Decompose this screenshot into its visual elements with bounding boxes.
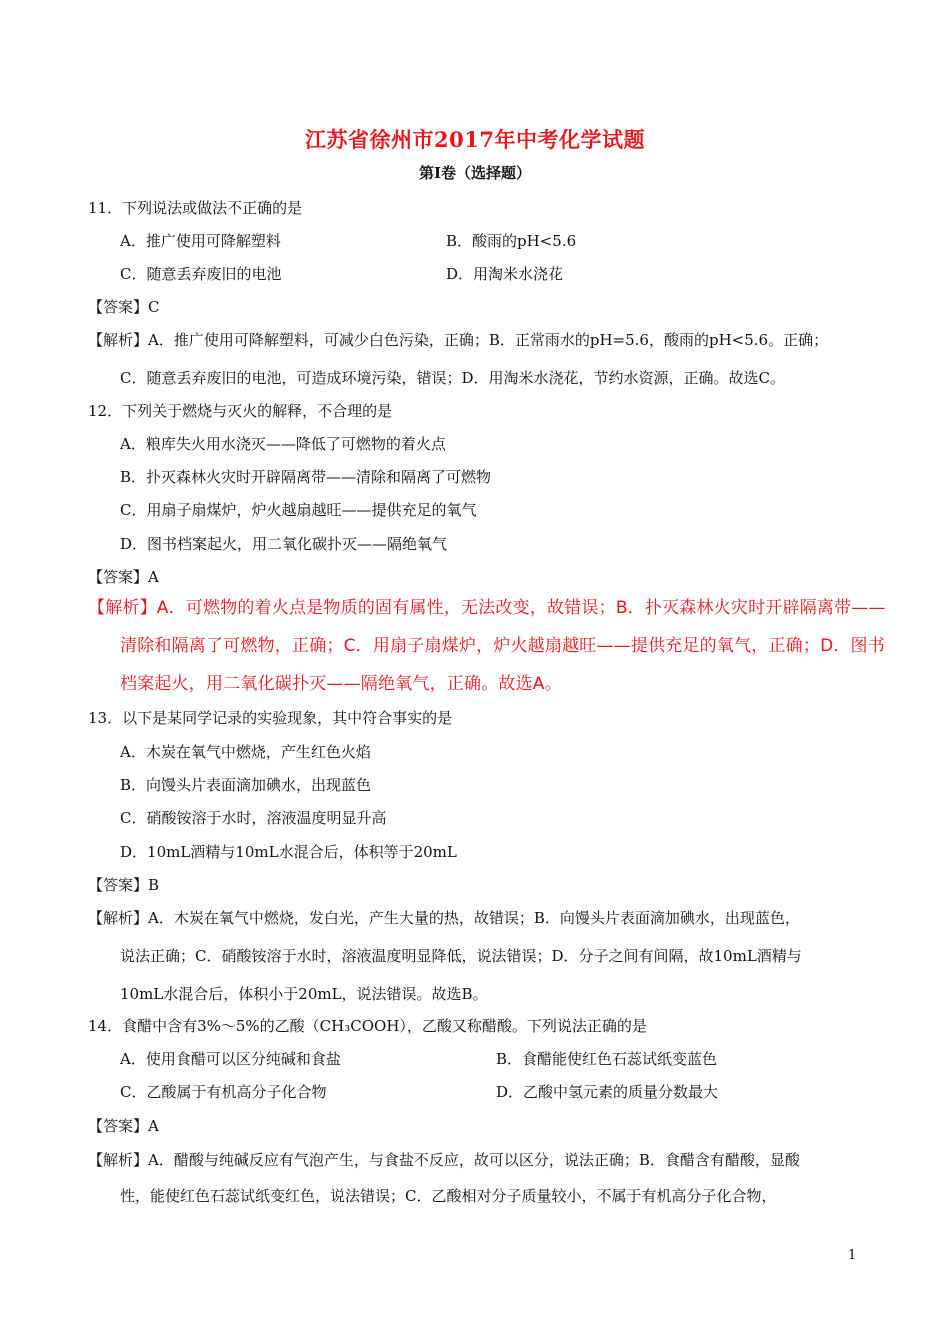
question-11-option-c: C．随意丢弃废旧的电池 (120, 265, 282, 283)
question-14-option-a: A．使用食醋可以区分纯碱和食盐 (120, 1050, 341, 1068)
question-14-stem: 14．食醋中含有3%～5%的乙酸（CH₃COOH），乙酸又称醋酸。下列说法正确的是 (88, 1017, 647, 1035)
question-13-explanation-line-3: 10mL水混合后，体积小于20mL，说法错误。故选B。 (120, 985, 488, 1003)
question-12-explanation-line-3: 档案起火，用二氧化碳扑灭——隔绝氧气，正确。故选A。 (120, 674, 562, 694)
page-title: 江苏省徐州市2017年中考化学试题 (305, 127, 645, 152)
question-12-stem: 12．下列关于燃烧与灭火的解释，不合理的是 (88, 402, 393, 420)
question-13-explanation-line-1: 【解析】A．木炭在氧气中燃烧，发白光，产生大量的热，故错误；B．向馒头片表面滴加碘水，出现蓝色， (88, 909, 800, 927)
question-13-option-d: D．10mL酒精与10mL水混合后，体积等于20mL (120, 843, 457, 861)
question-13-answer: 【答案】B (88, 876, 160, 894)
question-12-option-c: C．用扇子扇煤炉，炉火越扇越旺——提供充足的氧气 (120, 501, 477, 519)
question-13-explanation-line-2: 说法正确；C．硝酸铵溶于水时，溶液温度明显降低，说法错误；D．分子之间有间隔，故10mL酒精与 (120, 947, 802, 965)
question-14-option-c: C．乙酸属于有机高分子化合物 (120, 1083, 327, 1101)
question-11-stem: 11．下列说法或做法不正确的是 (88, 199, 303, 217)
question-11-option-a: A．推广使用可降解塑料 (120, 232, 281, 250)
page-number: 1 (848, 1248, 857, 1263)
question-11-option-b: B．酸雨的pH<5.6 (446, 232, 577, 250)
question-11-option-d: D．用淘米水浇花 (446, 265, 564, 283)
question-13-option-c: C．硝酸铵溶于水时，溶液温度明显升高 (120, 809, 387, 827)
question-12-option-d: D．图书档案起火，用二氧化碳扑灭——隔绝氧气 (120, 535, 448, 553)
question-12-option-b: B．扑灭森林火灾时开辟隔离带——清除和隔离了可燃物 (120, 468, 492, 486)
question-13-option-a: A．木炭在氧气中燃烧，产生红色火焰 (120, 743, 371, 761)
question-14-option-b: B．食醋能使红色石蕊试纸变蓝色 (496, 1050, 718, 1068)
question-12-explanation-line-2: 清除和隔离了可燃物，正确；C．用扇子扇煤炉，炉火越扇越旺——提供充足的氧气，正确；D．图书 (120, 636, 885, 656)
question-14-answer: 【答案】A (88, 1117, 159, 1135)
section-subtitle: 第Ⅰ卷（选择题） (418, 164, 532, 182)
question-14-explanation-line-2: 性，能使红色石蕊试纸变红色，说法错误；C．乙酸相对分子质量较小，不属于有机高分子化合物， (120, 1187, 777, 1205)
question-11-explanation-line-1: 【解析】A．推广使用可降解塑料，可减少白色污染，正确；B．正常雨水的pH=5.6，酸雨的pH<5.6。正确； (88, 331, 829, 349)
question-13-stem: 13．以下是某同学记录的实验现象，其中符合事实的是 (88, 709, 453, 727)
question-13-option-b: B．向馒头片表面滴加碘水，出现蓝色 (120, 776, 372, 794)
question-14-option-d: D．乙酸中氢元素的质量分数最大 (496, 1083, 719, 1101)
question-12-option-a: A．粮库失火用水浇灭——降低了可燃物的着火点 (120, 435, 446, 453)
question-12-answer: 【答案】A (88, 568, 159, 586)
question-11-answer: 【答案】C (88, 298, 160, 316)
question-14-explanation-line-1: 【解析】A．醋酸与纯碱反应有气泡产生，与食盐不反应，故可以区分，说法正确；B．食醋含有醋酸，显酸 (88, 1151, 800, 1169)
question-12-explanation-line-1: 【解析】A．可燃物的着火点是物质的固有属性，无法改变，故错误；B．扑灭森林火灾时开辟隔离带—— (88, 598, 886, 618)
question-11-explanation-line-2: C．随意丢弃废旧的电池，可造成环境污染，错误；D．用淘米水浇花，节约水资源，正确。故选C。 (120, 369, 785, 387)
